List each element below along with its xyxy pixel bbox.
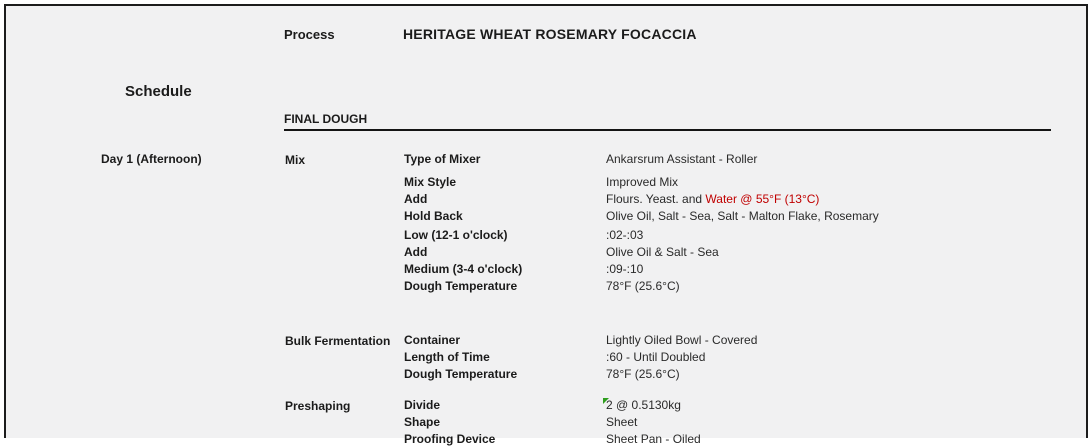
phase-name: Mix xyxy=(285,153,306,167)
row-value-normal: Flours. Yeast. and xyxy=(606,192,706,206)
rows xyxy=(404,332,1076,383)
table-row xyxy=(404,208,1076,225)
row-label: Add xyxy=(404,245,428,259)
section-mix xyxy=(285,151,1076,295)
cell-comment-indicator-icon xyxy=(603,398,609,404)
table-row xyxy=(404,151,1076,168)
row-value-text: 2 @ 0.5130kg xyxy=(606,398,681,412)
section-bulk-fermentation xyxy=(285,332,1076,383)
phase-name: Preshaping xyxy=(285,399,351,413)
rows xyxy=(404,151,1076,295)
row-label: Mix Style xyxy=(404,175,457,189)
row-value: Sheet Pan - Oiled xyxy=(606,432,701,446)
table-row xyxy=(404,227,1076,244)
table-row xyxy=(404,278,1076,295)
table-row xyxy=(404,397,1076,414)
table-row xyxy=(404,366,1076,383)
schedule-heading: Schedule xyxy=(125,83,192,100)
final-dough-header: FINAL DOUGH xyxy=(284,112,1051,131)
row-label: Proofing Device xyxy=(404,432,496,446)
row-value: :02-:03 xyxy=(606,228,644,242)
day-label: Day 1 (Afternoon) xyxy=(101,152,202,166)
process-label: Process xyxy=(284,27,335,42)
row-label: Divide xyxy=(404,398,441,412)
row-value: :09-:10 xyxy=(606,262,644,276)
table-row xyxy=(404,174,1076,191)
row-value: Olive Oil & Salt - Sea xyxy=(606,245,719,259)
row-value: 78°F (25.6°C) xyxy=(606,279,680,293)
process-title: HERITAGE WHEAT ROSEMARY FOCACCIA xyxy=(403,26,697,42)
table-row xyxy=(404,349,1076,366)
row-label: Length of Time xyxy=(404,350,490,364)
row-label: Low (12-1 o'clock) xyxy=(404,228,508,242)
row-value: Olive Oil, Salt - Sea, Salt - Malton Flake, Rosemary xyxy=(606,209,879,223)
row-value: 78°F (25.6°C) xyxy=(606,367,680,381)
rows xyxy=(404,397,1076,446)
row-value: Ankarsrum Assistant - Roller xyxy=(606,152,758,166)
row-value: Improved Mix xyxy=(606,175,679,189)
table-row xyxy=(404,414,1076,431)
row-label: Hold Back xyxy=(404,209,463,223)
row-value: :60 - Until Doubled xyxy=(606,350,706,364)
row-value xyxy=(606,191,819,208)
row-value: Lightly Oiled Bowl - Covered xyxy=(606,333,758,347)
row-label: Container xyxy=(404,333,461,347)
row-label: Dough Temperature xyxy=(404,279,518,293)
section-preshaping xyxy=(285,397,1076,446)
phase-name: Bulk Fermentation xyxy=(285,334,391,348)
row-label: Type of Mixer xyxy=(404,152,481,166)
table-row xyxy=(404,261,1076,278)
row-label: Shape xyxy=(404,415,441,429)
row-value: Sheet xyxy=(606,415,638,429)
table-row xyxy=(404,431,1076,446)
table-row xyxy=(404,332,1076,349)
row-value-highlight: Water @ 55°F (13°C) xyxy=(705,192,820,206)
row-label: Medium (3-4 o'clock) xyxy=(404,262,523,276)
table-row xyxy=(404,191,1076,208)
row-value xyxy=(606,397,681,414)
table-row xyxy=(404,244,1076,261)
worksheet-page xyxy=(4,4,1088,446)
row-label: Add xyxy=(404,192,428,206)
row-label: Dough Temperature xyxy=(404,367,518,381)
